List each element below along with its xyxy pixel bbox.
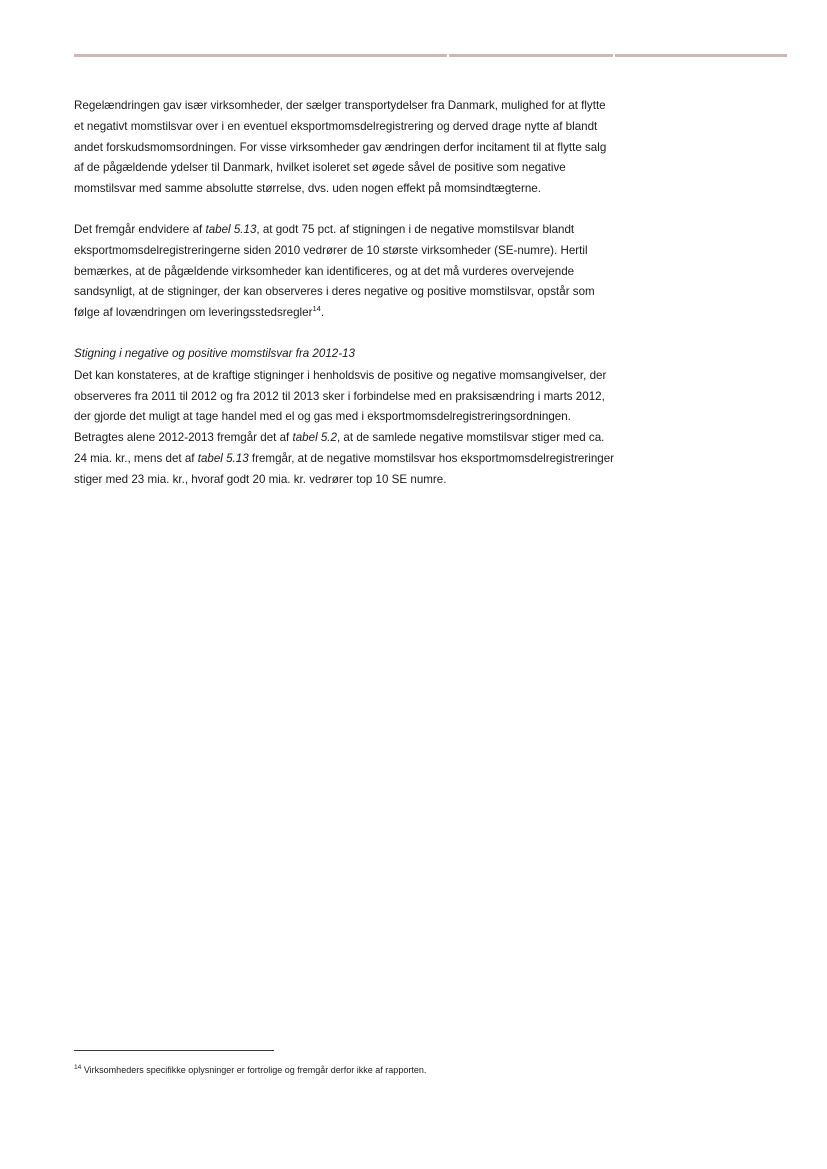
- paragraph-3-part-3: fremgår, at de negative momstilsvar hos eksportmomsdelregistreringer stiger med 23 mia. kr., hvoraf godt 20 mia. kr. vedrører top 10 SE numre.: [74, 451, 615, 486]
- footnote-reference-14: 14: [312, 304, 321, 314]
- footnote-text: Virksomheders specifikke oplysninger er fortrolige og fremgår derfor ikke af rapporten.: [81, 1065, 427, 1075]
- document-body: [74, 96, 615, 511]
- paragraph-2-part-1: Det fremgår endvidere af: [74, 222, 206, 236]
- footnote-area: [74, 1050, 615, 1077]
- paragraph-2-part-2: , at godt 75 pct. af stigningen i de negative momstilsvar blandt eksportmomsdelregistreringerne siden 2010 vedrører de 10 største virksomheder (SE-numre). Hertil bemærkes, at de pågældende virksomheder kan identificeres, og at det må vurderes overvejende sandsynligt, at de stigninger, der kan observeres i deres negative og positive momstilsvar, opstår som følge af lovændringen om leveringsstedsregler: [74, 222, 595, 320]
- table-reference-5-13: tabel 5.13: [205, 222, 257, 236]
- paragraph-1: Regelændringen gav især virksomheder, der sælger transportydelser fra Danmark, mulighed for at flytte et negativt momstilsvar over i en eventuel eksportmomsdelregistrering og derved drage nytte af blandt andet forskudsmomsordningen. For visse virksomheder gav ændringen derfor incitament til at flytte salg af de pågældende ydelser til Danmark, hvilket isoleret set øgede såvel de positive som negative momstilsvar med samme absolutte størrelse, dvs. uden nogen effekt på momsindtægterne.: [74, 99, 607, 196]
- subheading: Stigning i negative og positive momstilsvar fra 2012-13: [74, 346, 355, 360]
- header-rule-segment-3: [615, 54, 787, 57]
- footnote-number: 14: [74, 1064, 82, 1071]
- footnote-separator: [74, 1050, 274, 1051]
- header-rule-segment-2: [449, 54, 613, 57]
- footnote-14: [74, 1063, 615, 1077]
- header-rule-segment-1: [74, 54, 447, 57]
- paragraph-2-part-3: .: [320, 306, 325, 320]
- paragraph-3-part-2: , at de samlede negative momstilsvar stiger med ca. 24 mia. kr., mens det af: [74, 431, 605, 465]
- paragraph-3: [74, 366, 615, 491]
- table-reference-5-13-second: tabel 5.13: [197, 451, 249, 465]
- paragraph-3-part-1: Det kan konstateres, at de kraftige stigninger i henholdsvis de positive og negative momsangivelser, der observeres fra 2011 til 2012 og fra 2012 til 2013 sker i forbindelse med en praksisændring i marts 2012, der gjorde det muligt at tage handel med el og gas med i eksportmomsdelregistreringsordningen. Betragtes alene 2012-2013 fremgår det af: [74, 368, 607, 445]
- paragraph-2: [74, 220, 615, 324]
- table-reference-5-2: tabel 5.2: [292, 431, 337, 445]
- header-rule: [74, 54, 787, 57]
